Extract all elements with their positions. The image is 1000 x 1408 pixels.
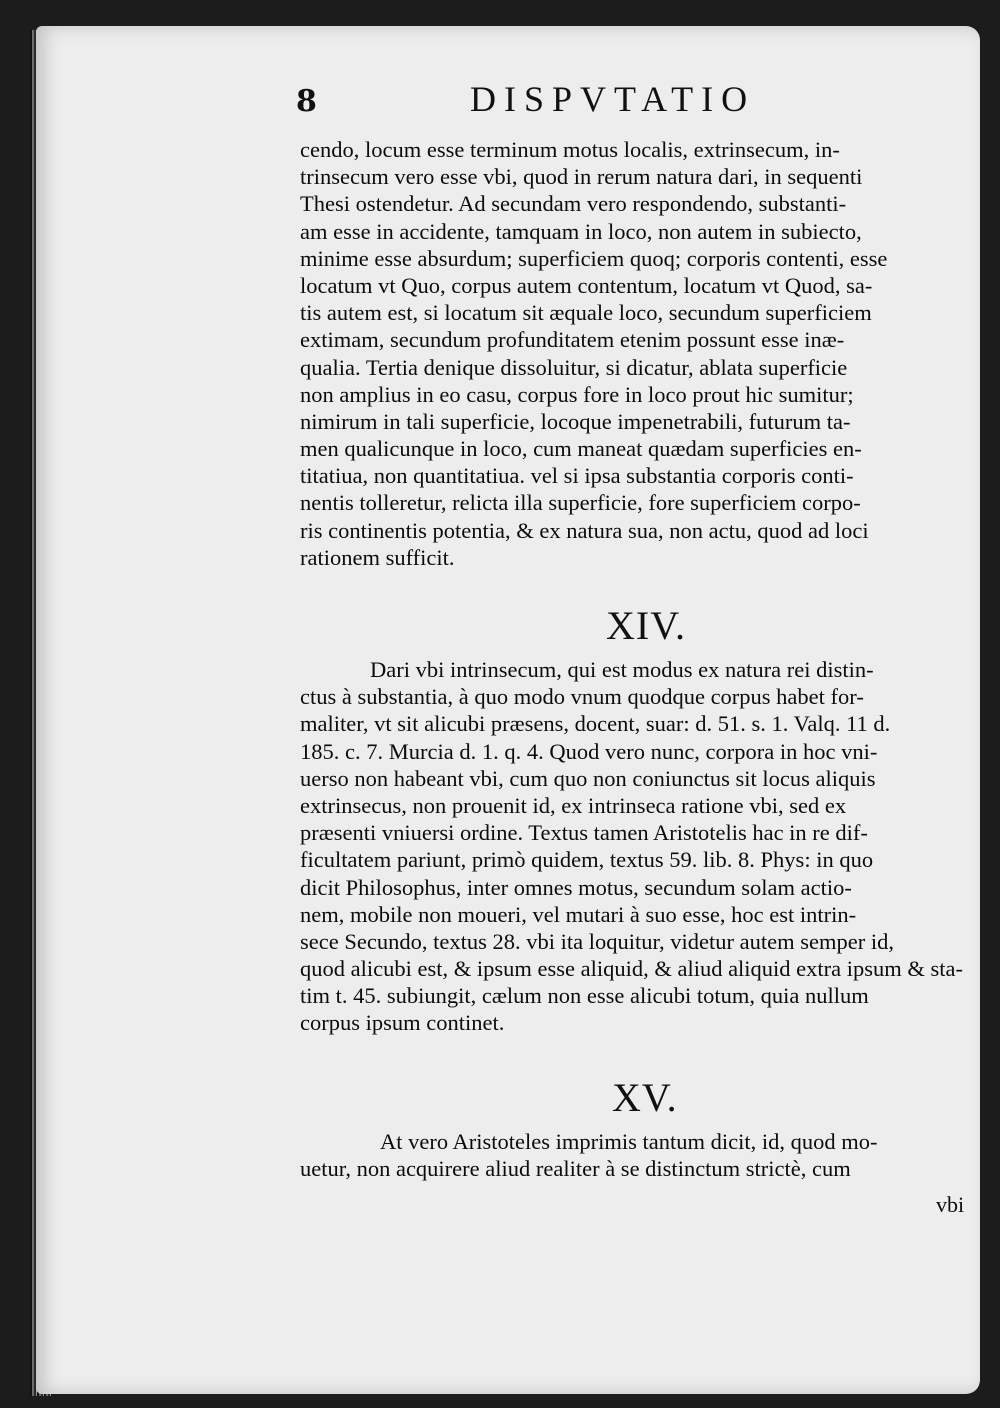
page-number: 8 (296, 84, 317, 119)
text-line: Thesi ostendetur. Ad secundam vero respondendo, substanti- (300, 191, 847, 217)
running-title: DISPVTATIO (470, 79, 756, 119)
text-line: maliter, vt sit alicubi præsens, docent, suar: d. 51. s. 1. Valq. 11 d. (300, 711, 891, 737)
text-line: tis autem est, si locatum sit æquale loco, secundum superficiem (300, 300, 872, 326)
text-line: locatum vt Quo, corpus autem contentum, locatum vt Quod, sa- (300, 272, 873, 298)
text-line: sece Secundo, textus 28. vbi ita loquitur, videtur autem semper id, (300, 928, 894, 954)
text-line: ctus à substantia, à quo modo vnum quodque corpus habet for- (300, 684, 864, 710)
text-line: cendo, locum esse terminum motus localis, extrinsecum, in- (300, 137, 840, 162)
text-line: nem, mobile non moueri, vel mutari à suo esse, hoc est intrin- (300, 901, 857, 927)
text-line: Dari vbi intrinsecum, qui est modus ex natura rei distin- (370, 657, 874, 682)
text-line: am esse in accidente, tamquam in loco, non autem in subiecto, (300, 218, 862, 244)
text-line: titatiua, non quantitatiua. vel si ipsa substantia corporis conti- (300, 463, 854, 489)
text-line: præsenti vniuersi ordine. Textus tamen Aristotelis hac in re dif- (300, 820, 868, 846)
text-line: corpus ipsum continet. (300, 1010, 505, 1036)
text-line: dicit Philosophus, inter omnes motus, secundum solam actio- (300, 874, 852, 900)
text-line: qualia. Tertia denique dissoluitur, si dicatur, ablata superficie (300, 354, 848, 380)
paragraph-1 (300, 136, 965, 571)
page-header (290, 78, 970, 122)
text-line: nentis tolleretur, relicta illa superficie, fore superficiem corpo- (300, 490, 861, 516)
text-line: ficultatem pariunt, primò quidem, textus 59. lib. 8. Phys: in quo (300, 847, 874, 873)
section-heading-xiv: XIV. (606, 603, 686, 648)
text-line: 185. c. 7. Murcia d. 1. q. 4. Quod vero nunc, corpora in hoc vni- (300, 738, 878, 764)
text-line: ris continentis potentia, & ex natura sua, non actu, quod ad loci (300, 517, 869, 543)
text-line: non amplius in eo casu, corpus fore in loco prout hic sumitur; (300, 381, 854, 407)
text-line: minime esse absurdum; superficiem quoq; corporis contenti, esse (300, 245, 888, 271)
catchword: vbi (936, 1192, 965, 1217)
text-line: uerso non habeant vbi, cum quo non coniunctus sit locus aliquis (300, 765, 876, 791)
text-line: extrinsecus, non prouenit id, ex intrinseca ratione vbi, sed ex (300, 792, 847, 818)
text-line: men qualicunque in loco, cum maneat quædam superficies en- (300, 436, 862, 462)
text-line: uetur, non acquirere aliud realiter à se distinctum strictè, cum (300, 1156, 851, 1182)
text-line: tim t. 45. subiungit, cælum non esse alicubi totum, quia nullum (300, 983, 869, 1009)
text-line: rationem sufficit. (300, 544, 455, 570)
text-line: nimirum in tali superficie, locoque impenetrabili, futurum ta- (300, 408, 851, 434)
paragraph-3 (300, 1128, 965, 1182)
text-line: At vero Aristoteles imprimis tantum dicit, id, quod mo- (380, 1129, 878, 1154)
text-line: quod alicubi est, & ipsum esse aliquid, & aliud aliquid extra ipsum & sta- (300, 956, 964, 982)
paragraph-2 (300, 656, 965, 1037)
section-heading-xv: XV. (612, 1075, 678, 1120)
text-line: extimam, secundum profunditatem etenim possunt esse inæ- (300, 327, 845, 353)
text-line: trinsecum vero esse vbi, quod in rerum natura dari, in sequenti (300, 164, 863, 190)
